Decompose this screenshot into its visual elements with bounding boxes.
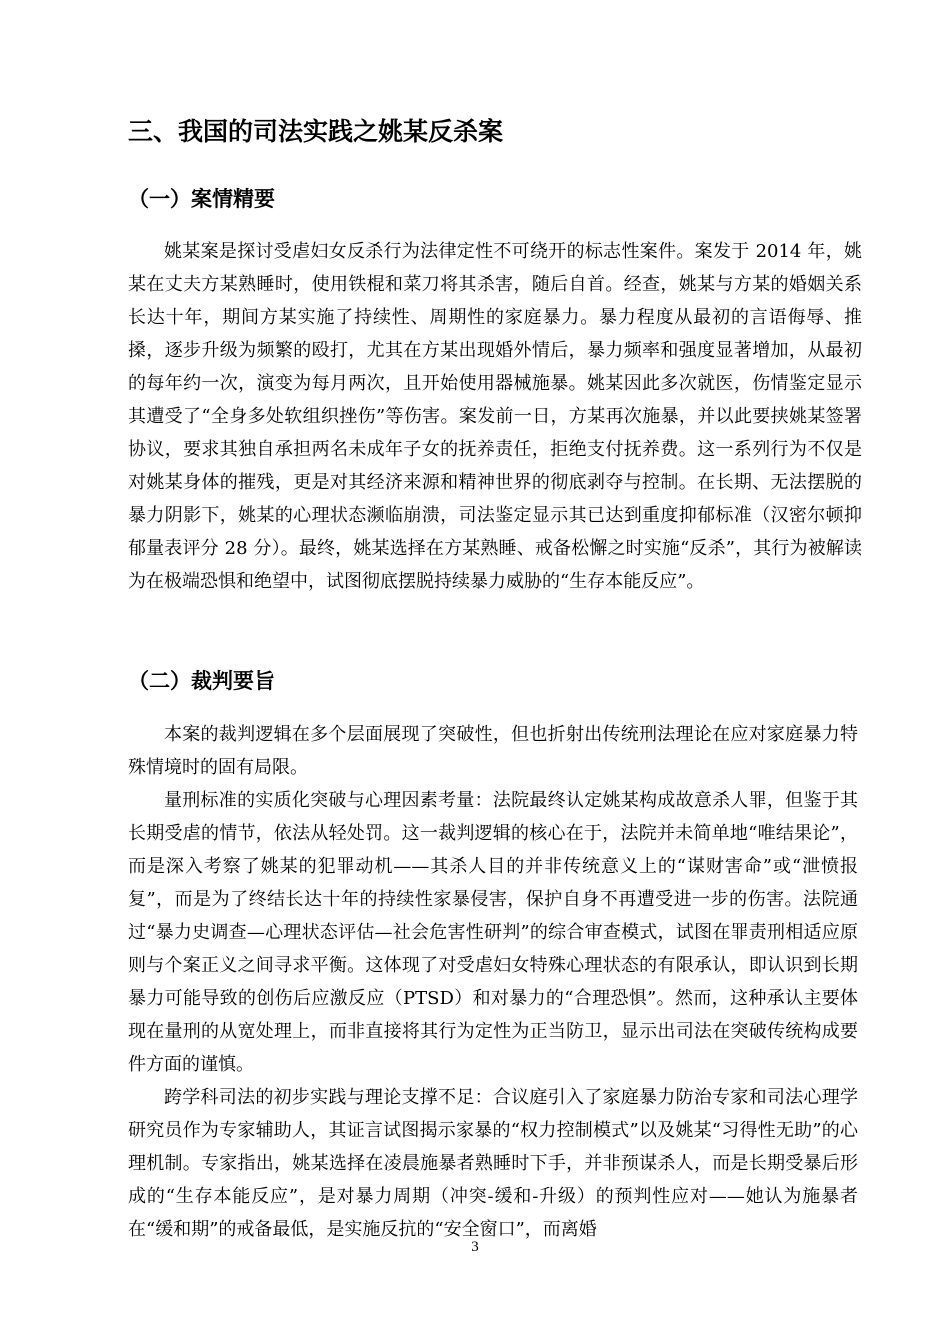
- judgment-paragraph-intro: 本案的裁判逻辑在多个层面展现了突破性，但也折射出传统刑法理论在应对家庭暴力特殊情境时的固有局限。: [128, 724, 858, 778]
- judgment-paragraph-interdisciplinary: 跨学科司法的初步实践与理论支撑不足：合议庭引入了家庭暴力防治专家和司法心理学研究员作为专家辅助人，其证言试图揭示家暴的“权力控制模式”以及姚某“习得性无助”的心理机制。专家指出，姚某选择在凌晨施暴者熟睡时下手，并非预谋杀人，而是长期受暴后形成的“生存本能反应”，是对暴力周期（冲突-缓和-升级）的预判性应对——她认为施暴者在“缓和期”的戒备最低，是实施反抗的“安全窗口”，而离婚: [128, 1087, 858, 1240]
- page-number: 3: [471, 1239, 479, 1255]
- subsection-title-judgment-gist: （二）裁判要旨: [128, 669, 275, 693]
- subsection-title-case-summary: （一）案情精要: [128, 187, 275, 211]
- section-heading: 三、我国的司法实践之姚某反杀案: [128, 117, 504, 146]
- judgment-paragraph-sentencing: 量刑标准的实质化突破与心理因素考量：法院最终认定姚某构成故意杀人罪，但鉴于其长期受虐的情节，依法从轻处罚。这一裁判逻辑的核心在于，法院并未简单地“唯结果论”，而是深入考察了姚某的犯罪动机——其杀人目的并非传统意义上的“谋财害命”或“泄愤报复”，而是为了终结长达十年的持续性家暴侵害，保护自身不再遭受进一步的伤害。法院通过“暴力史调查—心理状态评估—社会危害性研判”的综合审查模式，试图在罪责刑相适应原则与个案正义之间寻求平衡。这体现了对受虐妇女特殊心理状态的有限承认，即认识到长期暴力可能导致的创伤后应激反应（PTSD）和对暴力的“合理恐惧”。然而，这种承认主要体现在量刑的从宽处理上，而非直接将其行为定性为正当防卫，显示出司法在突破传统构成要件方面的谨慎。: [128, 790, 858, 1075]
- case-summary-paragraph: 姚某案是探讨受虐妇女反杀行为法律定性不可绕开的标志性案件。案发于 2014 年，姚某在丈夫方某熟睡时，使用铁棍和菜刀将其杀害，随后自首。经查，姚某与方某的婚姻关系长达十年，期间方某实施了持续性、周期性的家庭暴力。暴力程度从最初的言语侮辱、推搡，逐步升级为频繁的殴打，尤其在方某出现婚外情后，暴力频率和强度显著增加，从最初的每年约一次，演变为每月两次，且开始使用器械施暴。姚某因此多次就医，伤情鉴定显示其遭受了“全身多处软组织挫伤”等伤害。案发前一日，方某再次施暴，并以此要挟姚某签署协议，要求其独自承担两名未成年子女的抚养责任，拒绝支付抚养费。这一系列行为不仅是对姚某身体的摧残，更是对其经济来源和精神世界的彻底剥夺与控制。在长期、无法摆脱的暴力阴影下，姚某的心理状态濒临崩溃，司法鉴定显示其已达到重度抑郁标准（汉密尔顿抑郁量表评分 28 分）。最终，姚某选择在方某熟睡、戒备松懈之时实施“反杀”，其行为被解读为在极端恐惧和绝望中，试图彻底摆脱持续暴力威胁的“生存本能反应”。: [128, 241, 862, 592]
